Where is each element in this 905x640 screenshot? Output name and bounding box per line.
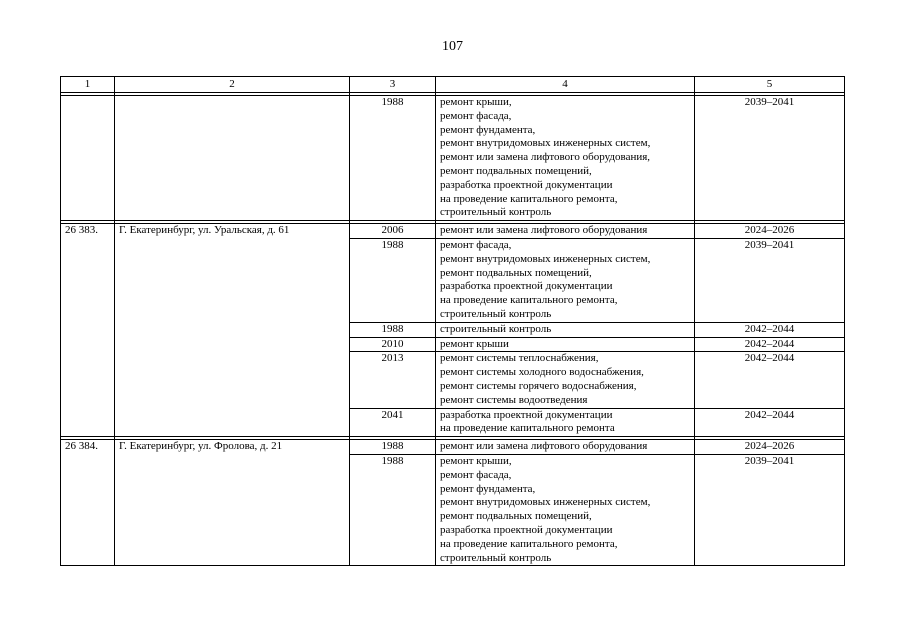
- works-list: [436, 337, 695, 352]
- year: 1988: [350, 322, 436, 337]
- page-number: 107: [442, 39, 463, 54]
- period: 2039–2041: [695, 454, 845, 565]
- work-item: на проведение капитального ремонта: [440, 422, 615, 435]
- works-list: [436, 96, 695, 221]
- period: 2042–2044: [695, 352, 845, 408]
- address: Г. Екатеринбург, ул. Фролова, д. 21: [115, 440, 350, 566]
- work-item: ремонт фасада,: [440, 109, 512, 122]
- header-col-1: 1: [61, 77, 115, 93]
- work-item: ремонт фундамента,: [440, 482, 536, 495]
- header-col-3: 3: [350, 77, 436, 93]
- year: 1988: [350, 454, 436, 565]
- work-item: ремонт подвальных помещений,: [440, 510, 592, 523]
- building-block-26383: [61, 224, 845, 440]
- header-col-2: 2: [115, 77, 350, 93]
- row-number: 26 384.: [61, 440, 115, 566]
- year: 1988: [350, 238, 436, 322]
- row-number: 26 383.: [61, 224, 115, 437]
- work-item: ремонт системы горячего водоснабжения,: [440, 379, 637, 392]
- works-list: [436, 440, 695, 455]
- work-item: на проведение капитального ремонта,: [440, 294, 618, 307]
- work-item: ремонт фундамента,: [440, 123, 536, 136]
- continuation-block: [61, 96, 845, 224]
- work-item: ремонт или замена лифтового оборудования,: [440, 151, 651, 164]
- period: 2039–2041: [695, 96, 845, 221]
- work-item: ремонт или замена лифтового оборудования: [440, 224, 648, 237]
- work-item: ремонт внутридомовых инженерных систем,: [440, 252, 651, 265]
- period: 2024–2026: [695, 440, 845, 455]
- work-item: ремонт фасада,: [440, 238, 512, 251]
- works-list: [436, 352, 695, 408]
- period: 2039–2041: [695, 238, 845, 322]
- work-item: ремонт системы холодного водоснабжения,: [440, 366, 644, 379]
- work-item: разработка проектной документации: [440, 280, 613, 293]
- year: 2041: [350, 408, 436, 437]
- work-item: ремонт подвальных помещений,: [440, 164, 592, 177]
- table-row: [61, 96, 845, 221]
- works-list: [436, 224, 695, 239]
- works-list: [436, 322, 695, 337]
- work-item: ремонт подвальных помещений,: [440, 266, 592, 279]
- year: 2013: [350, 352, 436, 408]
- period: 2042–2044: [695, 322, 845, 337]
- address: Г. Екатеринбург, ул. Уральская, д. 61: [115, 224, 350, 437]
- work-item: ремонт крыши,: [440, 454, 512, 467]
- work-item: ремонт системы водоотведения: [440, 393, 588, 406]
- work-item: строительный контроль: [440, 206, 552, 219]
- work-item: строительный контроль: [440, 551, 552, 564]
- header-col-5: 5: [695, 77, 845, 93]
- work-item: ремонт крыши: [440, 337, 509, 350]
- year: 1988: [350, 96, 436, 221]
- year: 2006: [350, 224, 436, 239]
- work-item: разработка проектной документации: [440, 523, 613, 536]
- work-item: разработка проектной документации: [440, 178, 613, 191]
- work-item: строительный контроль: [440, 307, 552, 320]
- table-row: [61, 224, 845, 239]
- work-item: на проведение капитального ремонта,: [440, 192, 618, 205]
- year: 2010: [350, 337, 436, 352]
- period: 2042–2044: [695, 337, 845, 352]
- repair-schedule-sheet: [60, 76, 844, 566]
- works-list: [436, 238, 695, 322]
- building-block-26384: [61, 440, 845, 566]
- work-item: ремонт крыши,: [440, 96, 512, 108]
- repair-schedule-table: [60, 76, 845, 566]
- work-item: на проведение капитального ремонта,: [440, 537, 618, 550]
- table-row: [61, 440, 845, 455]
- work-item: разработка проектной документации: [440, 408, 613, 421]
- work-item: ремонт системы теплоснабжения,: [440, 352, 599, 365]
- period: 2024–2026: [695, 224, 845, 239]
- header-row: [61, 77, 845, 93]
- year: 1988: [350, 440, 436, 455]
- header-col-4: 4: [436, 77, 695, 93]
- work-item: ремонт внутридомовых инженерных систем,: [440, 496, 651, 509]
- works-list: [436, 454, 695, 565]
- period: 2042–2044: [695, 408, 845, 437]
- work-item: ремонт или замена лифтового оборудования: [440, 440, 648, 453]
- address: [115, 96, 350, 221]
- work-item: ремонт внутридомовых инженерных систем,: [440, 137, 651, 150]
- row-number: [61, 96, 115, 221]
- work-item: строительный контроль: [440, 322, 552, 335]
- work-item: ремонт фасада,: [440, 468, 512, 481]
- works-list: [436, 408, 695, 437]
